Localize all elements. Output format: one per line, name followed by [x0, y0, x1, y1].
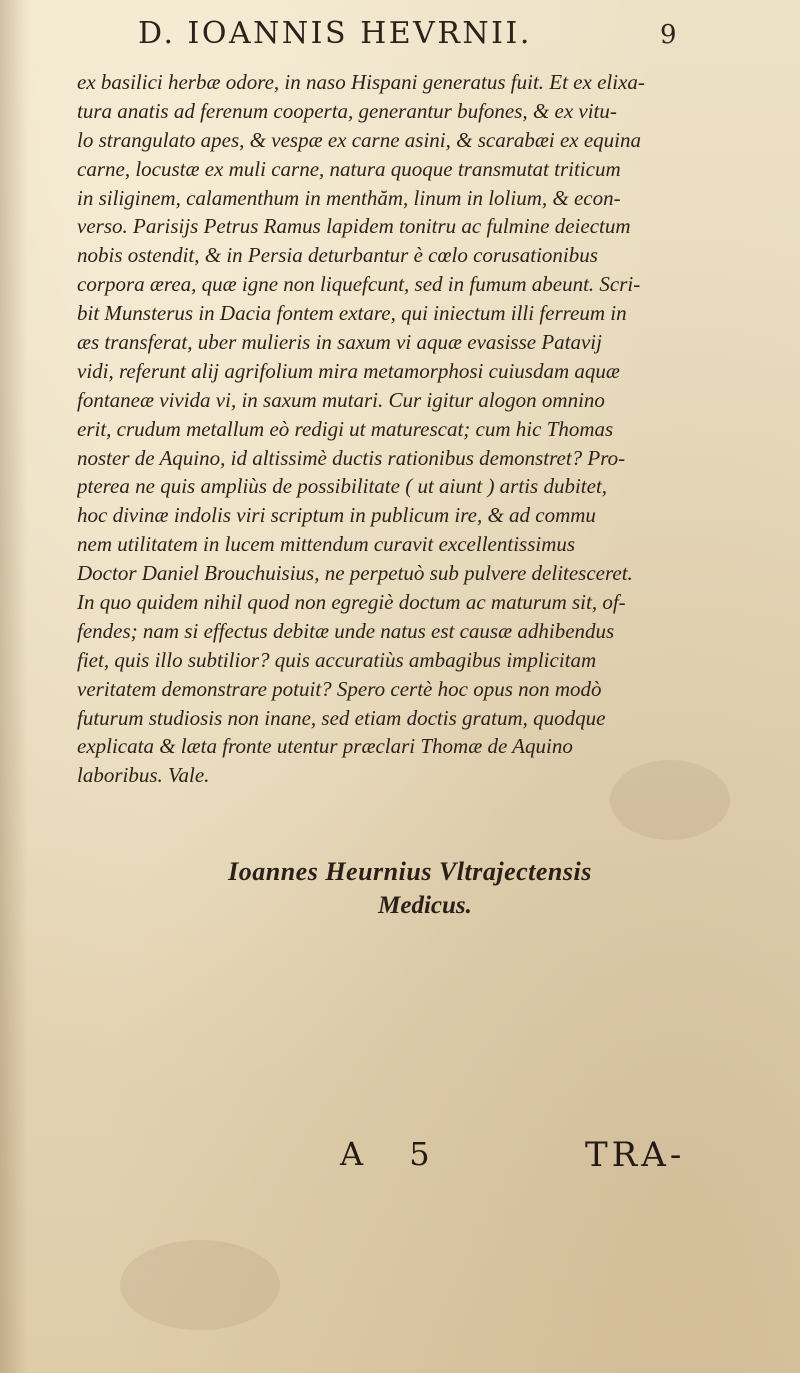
text-line: fiet, quis illo subtilior? quis accuratiùs ambagibus implicitam	[77, 647, 597, 672]
text-line: ex basilici herbæ odore, in naso Hispani generatus fuit. Et ex elixa-	[77, 70, 645, 94]
text-line: verso. Parisijs Petrus Ramus lapidem tonitru ac fulmine deiectum	[77, 214, 631, 239]
text-line: pterea ne quis ampliùs de possibilitate ( ut aiunt ) artis dubitet,	[77, 474, 608, 499]
signature-mark: A 5	[340, 1135, 448, 1173]
running-head: D. IOANNIS HEVRNII.	[138, 16, 532, 51]
text-line: æs transferat, uber mulieris in saxum vi aquæ evasisse Patavij	[77, 330, 602, 355]
text-line: veritatem demonstrare potuit? Spero certè hoc opus non modò	[77, 676, 602, 701]
body-text	[77, 68, 777, 790]
text-line: futurum studiosis non inane, sed etiam doctis gratum, quodque	[77, 705, 606, 730]
text-line: in siliginem, calamenthum in menthăm, linum in lolium, & econ-	[77, 185, 621, 210]
text-line: erit, crudum metallum eò redigi ut maturescat; cum hic Thomas	[77, 416, 614, 441]
text-line: laboribus. Vale.	[77, 763, 210, 788]
text-line: corpora ærea, quæ igne non liquefcunt, sed in fumum abeunt. Scri-	[77, 272, 641, 297]
text-line: In quo quidem nihil quod non egregiè doctum ac maturum sit, of-	[77, 590, 626, 615]
page-header	[0, 16, 800, 56]
text-line: tura anatis ad ferenum cooperta, generantur bufones, & ex vitu-	[77, 98, 617, 123]
paper-stain	[120, 1240, 280, 1330]
text-line: bit Munsterus in Dacia fontem extare, qui iniectum illi ferreum in	[77, 301, 627, 326]
page-footer	[0, 1135, 800, 1185]
text-line: lo strangulato apes, & vespæ ex carne asini, & scarabæi ex equina	[77, 127, 642, 152]
author-signature: Ioannes Heurnius Vltrajectensis	[228, 857, 592, 886]
text-line: nobis ostendit, & in Persia deturbantur è cœlo corusationibus	[77, 243, 598, 268]
text-line: fendes; nam si effectus debitæ unde natus est causæ adhibendus	[77, 618, 615, 643]
text-line: carne, locustæ ex muli carne, natura quoque transmutat triticum	[77, 156, 621, 181]
text-line: nem utilitatem in lucem mittendum curavit excellentissimus	[77, 532, 576, 557]
text-line: Doctor Daniel Brouchuisius, ne perpetuò sub pulvere delitesceret.	[77, 561, 633, 586]
text-line: vidi, referunt alij agrifolium mira metamorphosi cuiusdam aquæ	[77, 358, 620, 383]
text-line: hoc divinæ indolis viri scriptum in publicum ire, & ad commu	[77, 503, 596, 528]
page-number: 9	[660, 20, 677, 50]
text-line: noster de Aquino, id altissimè ductis rationibus demonstret? Pro-	[77, 445, 626, 470]
text-line: explicata & læta fronte utentur præclari Thomæ de Aquino	[77, 734, 573, 759]
text-line: fontaneæ vivida vi, in saxum mutari. Cur igitur alogon omnino	[77, 387, 605, 412]
author-role: Medicus.	[378, 892, 472, 919]
catchword: TRA-	[585, 1135, 686, 1175]
